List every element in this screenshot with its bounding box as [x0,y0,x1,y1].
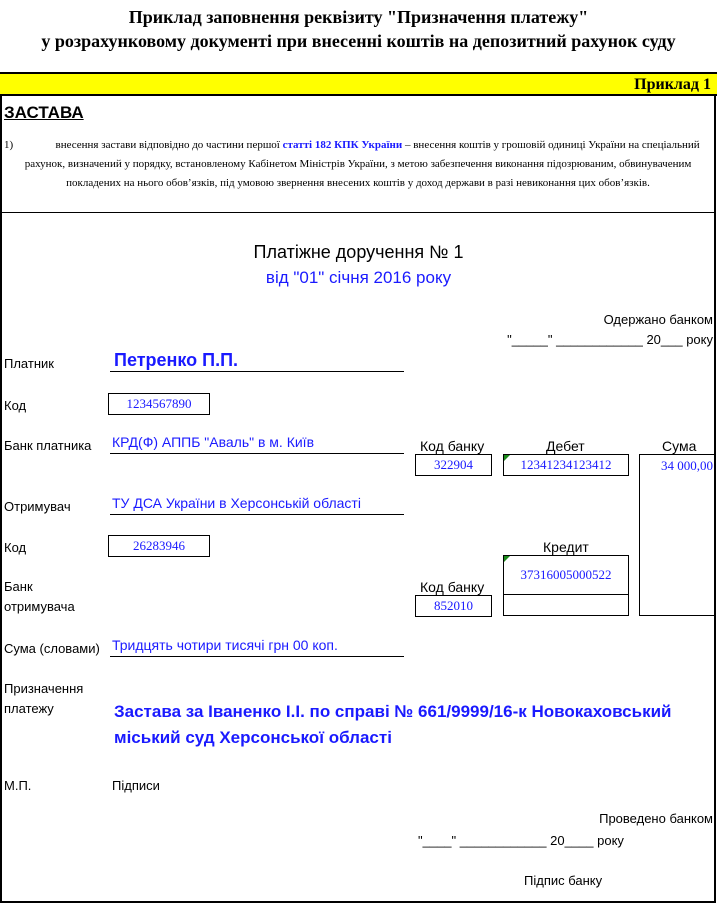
heading-line-1: Приклад заповнення реквізиту "Призначення платежу" [128,7,589,27]
debit-header: Дебет [546,438,585,454]
signatures-label: Підписи [112,778,160,793]
paragraph-number: 1) [4,139,14,151]
recipient-bank-label-2: отримувача [4,599,75,614]
payer-field[interactable]: Петренко П.П. [110,350,404,372]
bank-signature-label: Підпис банку [524,873,603,888]
sum-words-label: Сума (словами) [4,641,100,656]
article-link[interactable]: статті 182 КПК України [282,139,403,151]
comment-marker-icon [504,455,510,461]
sum-words-field[interactable]: Тридцять чотири тисячі грн 00 коп. [110,637,404,657]
payer-bank-field[interactable]: КРД(Ф) АППБ "Аваль" в м. Київ [110,434,404,454]
payer-code-label: Код [4,398,27,413]
description-paragraph [4,136,712,193]
purpose-label-1: Призначення [4,681,84,696]
example-label: Приклад 1 [634,76,711,93]
payer-bank-code-header: Код банку [420,438,485,454]
stamp-label: М.П. [4,778,32,793]
order-title: Платіжне доручення № 1 [253,242,464,262]
purpose-field[interactable]: Застава за Іваненко І.І. по справі № 661/9999/16-к Новокаховський міський суд Херсонської області [114,702,672,747]
payer-code-field[interactable]: 1234567890 [108,393,210,415]
payer-label: Платник [4,356,54,371]
processed-label: Проведено банком [599,811,713,826]
debit-field[interactable] [503,454,629,476]
debit-value: 12341234123412 [520,457,612,472]
paragraph-after: – внесення коштів у грошовій одиниці України на спеціальний рахунок, визначений у порядку, встановленому Кабінетом Міністрів України, з метою забезпечення виконання підозрюваним, обвинуваченим покладених на нього обов’язків, під умовою звернення внесених коштів у доход держави в разі невиконання цих обов’язків. [24,139,700,189]
order-date: від "01" січня 2016 року [265,268,452,287]
processed-date: "____" ____________ 20____ року [418,833,624,848]
paragraph-before: внесення застави відповідно до частини першої [55,139,283,151]
sum-value[interactable]: 34 000,00 [661,458,713,473]
received-date: "_____" ____________ 20___ року [507,332,713,347]
section-title: ЗАСТАВА [4,103,84,122]
credit-field[interactable] [503,555,629,595]
recipient-label: Отримувач [4,499,71,514]
heading-line-2: у розрахунковому документі при внесенні коштів на депозитний рахунок суду [41,31,676,51]
recipient-bank-code-field[interactable]: 852010 [415,595,492,617]
credit-value: 37316005000522 [520,567,612,582]
recipient-code-label: Код [4,540,27,555]
recipient-bank-label-1: Банк [4,579,33,594]
received-label: Одержано банком [603,312,713,327]
recipient-field[interactable]: ТУ ДСА України в Херсонській області [110,495,404,515]
sum-column [639,454,715,616]
example-bar [0,72,717,96]
comment-marker-icon [504,556,510,562]
credit-header: Кредит [543,539,589,555]
payer-bank-code-field[interactable]: 322904 [415,454,492,476]
purpose-label-2: платежу [4,701,54,716]
credit-lower-cell [503,595,629,616]
recipient-code-field[interactable]: 26283946 [108,535,210,557]
payer-bank-label: Банк платника [4,438,92,453]
recipient-bank-code-header: Код банку [420,579,485,595]
sum-header: Сума [662,438,697,454]
